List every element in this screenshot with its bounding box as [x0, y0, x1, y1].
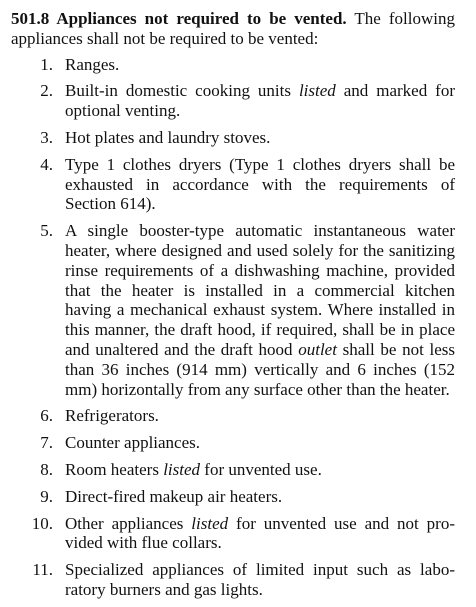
text-run: Ranges. [65, 54, 120, 74]
text-run: Room heaters [65, 459, 164, 479]
list-item-number: 5. [40, 221, 53, 241]
list-item-text [65, 433, 200, 452]
defined-term: listed [191, 513, 229, 533]
list-item [11, 155, 455, 214]
list-item [11, 55, 455, 75]
list-item-text [65, 406, 159, 425]
list-item-number: 7. [40, 433, 53, 453]
section-paragraph [11, 9, 455, 49]
defined-term: outlet [298, 339, 337, 359]
text-run: Refrigerators. [65, 406, 159, 426]
list-item-text [65, 155, 455, 214]
text-run: Built-in domestic cooking units [65, 81, 299, 101]
text-run: A single booster-type automatic instantaneous water heater, where designed and used solely for the sanitizing rinse requirements of a dishwashing machine, provided that the heater is installed in a commercial kitchen having a mechanical exhaust system. Where installed in this manner, the draft hood, if required, shall be in place and unaltered and the draft hood [65, 221, 455, 359]
list-item [11, 514, 455, 554]
list-item-number: 10. [31, 513, 53, 533]
appliance-list [11, 55, 455, 600]
defined-term: listed [298, 81, 336, 101]
list-item-number: 11. [32, 560, 53, 580]
list-item-text [65, 81, 455, 120]
text-run: for unvented use and not provided with flue collars. [65, 513, 455, 553]
list-item-text [65, 55, 119, 74]
list-item-number: 6. [40, 406, 53, 426]
list-item [11, 560, 455, 600]
list-item [11, 433, 455, 453]
list-item-number: 8. [40, 459, 53, 479]
section-intro: The following appliances shall not be required to be vented: [11, 9, 455, 48]
list-item-text [65, 487, 282, 506]
text-run: Type 1 clothes dryers (Type 1 clothes dryers shall be exhausted in accordance with the requirements of Section 614). [65, 154, 455, 214]
list-item-text [65, 514, 455, 553]
defined-term: listed [163, 459, 201, 479]
list-item-number: 9. [40, 486, 53, 506]
text-run: for unvented use. [200, 459, 322, 479]
text-run: Hot plates and laundry stoves. [65, 127, 271, 147]
list-item-text [65, 460, 322, 479]
list-item-number: 1. [40, 54, 53, 74]
list-item [11, 406, 455, 426]
section-number-title: 501.8 Appliances not required to be vented. [11, 9, 347, 28]
list-item [11, 221, 455, 399]
list-item-number: 2. [40, 81, 53, 101]
text-run: shall be not less than 36 inches (914 mm) vertically and 6 inches (152 mm) horizontally from any surface other than the heater. [65, 339, 455, 399]
list-item [11, 128, 455, 148]
list-item [11, 487, 455, 507]
text-run: Other appliances [65, 513, 192, 533]
list-item-text [65, 221, 455, 398]
text-run: Direct-fired makeup air heaters. [65, 486, 283, 506]
list-item-text [65, 128, 270, 147]
code-section [11, 9, 455, 607]
list-item [11, 460, 455, 480]
list-item [11, 81, 455, 121]
list-item-text [65, 560, 455, 599]
text-run: Specialized appliances of limited input such as laboratory burners and gas lights. [65, 560, 455, 599]
text-run: Counter appliances. [65, 433, 201, 453]
text-run: and marked for optional venting. [65, 81, 455, 121]
list-item-number: 4. [40, 154, 53, 174]
list-item-number: 3. [40, 127, 53, 147]
